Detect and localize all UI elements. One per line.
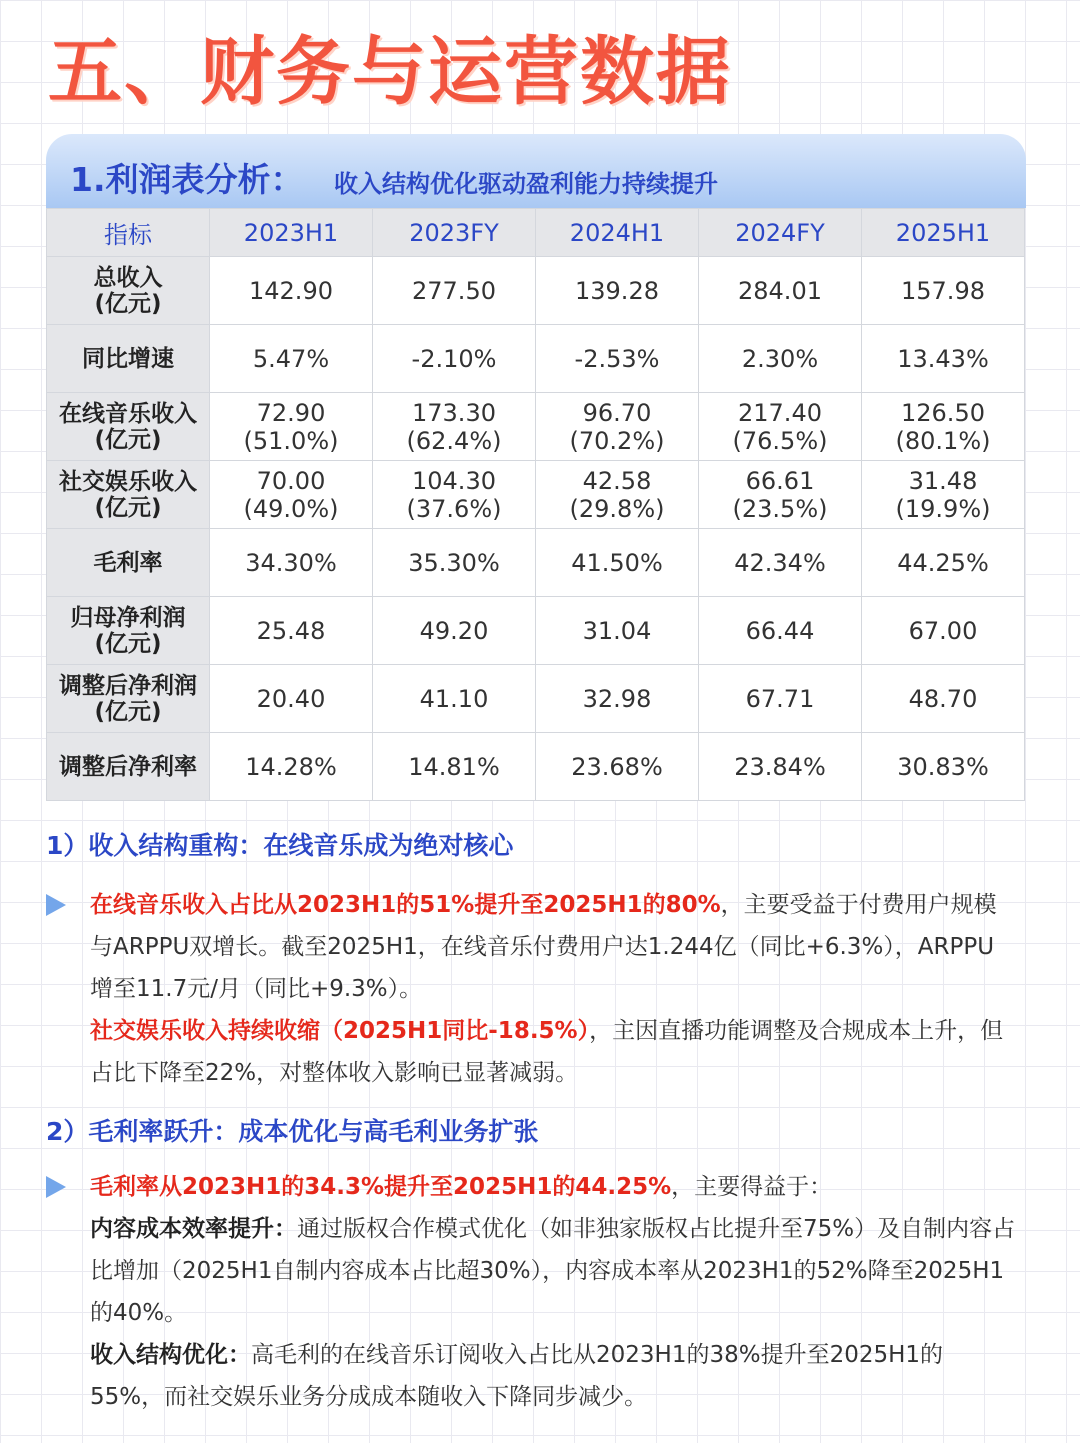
cell-line: (49.0%) bbox=[243, 494, 339, 523]
cell-line: 31.48 bbox=[908, 466, 978, 495]
row-label bbox=[47, 461, 210, 529]
cell-line: 5.47% bbox=[252, 344, 330, 373]
table-cell bbox=[699, 529, 862, 597]
cell-line: 31.04 bbox=[582, 616, 652, 645]
row-label-line: (亿元) bbox=[94, 426, 162, 453]
cell-line: 173.30 bbox=[412, 398, 496, 427]
row-label-line: (亿元) bbox=[94, 698, 162, 725]
table-cell bbox=[699, 393, 862, 461]
point-2-section bbox=[46, 1112, 1016, 1418]
row-label bbox=[47, 597, 210, 665]
table-cell bbox=[699, 257, 862, 325]
triangle-bullet-icon bbox=[46, 1176, 66, 1198]
table-row bbox=[47, 393, 1025, 461]
table-cell bbox=[862, 257, 1025, 325]
cell-line: 67.71 bbox=[745, 684, 815, 713]
cell-line: 14.28% bbox=[245, 752, 337, 781]
table-cell bbox=[210, 733, 373, 801]
point-1-text-1: ，主要受益于付费用户规模与ARPPU双增长。截至2025H1，在线音乐付费用户达1.244亿（同比+6.3%），ARPPU增至11.7元/月（同比+9.3%）。 bbox=[90, 892, 997, 1002]
table-cell bbox=[373, 665, 536, 733]
cell-line: 13.43% bbox=[897, 344, 989, 373]
cell-line: 70.00 bbox=[256, 466, 326, 495]
row-label bbox=[47, 325, 210, 393]
table-cell bbox=[373, 733, 536, 801]
point-1-section bbox=[46, 826, 1016, 1094]
point-2-text-2: 通过版权合作模式优化（如非独家版权占比提升至75%）及自制内容占比增加（2025H1自制内容成本占比超30%），内容成本率从2023H1的52%降至2025H1的40%。 bbox=[90, 1216, 1016, 1326]
table-cell bbox=[210, 461, 373, 529]
table-row bbox=[47, 529, 1025, 597]
cell-line: 23.68% bbox=[571, 752, 663, 781]
row-label bbox=[47, 257, 210, 325]
table-row bbox=[47, 733, 1025, 801]
table-cell bbox=[536, 325, 699, 393]
cell-line: 41.10 bbox=[419, 684, 489, 713]
point-1-highlight-2: 社交娱乐收入持续收缩（2025H1同比-18.5%） bbox=[90, 1018, 590, 1044]
triangle-bullet-icon bbox=[46, 894, 66, 916]
cell-line: -2.53% bbox=[574, 344, 660, 373]
table-cell bbox=[373, 393, 536, 461]
row-label-line: (亿元) bbox=[94, 630, 162, 657]
row-label-line: 调整后净利润 bbox=[59, 672, 197, 699]
table-cell bbox=[699, 461, 862, 529]
table-cell bbox=[862, 733, 1025, 801]
point-2-bold-2: 内容成本效率提升： bbox=[90, 1216, 297, 1242]
cell-line: (80.1%) bbox=[895, 426, 991, 455]
table-cell bbox=[536, 393, 699, 461]
page-title: 五、财务与运营数据 bbox=[48, 29, 732, 115]
income-statement-table bbox=[46, 208, 1025, 801]
table-cell bbox=[210, 257, 373, 325]
cell-line: 126.50 bbox=[901, 398, 985, 427]
row-label-line: 毛利率 bbox=[93, 549, 163, 576]
cell-line: (51.0%) bbox=[243, 426, 339, 455]
cell-line: 30.83% bbox=[897, 752, 989, 781]
table-cell bbox=[210, 393, 373, 461]
table-cell bbox=[536, 461, 699, 529]
table-cell bbox=[210, 529, 373, 597]
row-label bbox=[47, 393, 210, 461]
table-row bbox=[47, 665, 1025, 733]
point-2-heading: 2）毛利率跃升：成本优化与高毛利业务扩张 bbox=[46, 1117, 539, 1146]
point-2-bold-3: 收入结构优化： bbox=[90, 1342, 251, 1368]
section-header bbox=[46, 134, 1026, 208]
section-title: 1.利润表分析： bbox=[70, 160, 304, 199]
point-2-paragraph-1 bbox=[46, 1166, 1016, 1208]
point-2-text-1: ，主要得益于： bbox=[671, 1174, 833, 1200]
row-label bbox=[47, 529, 210, 597]
header-2023h1: 2023H1 bbox=[210, 209, 373, 257]
table-row bbox=[47, 257, 1025, 325]
table-cell bbox=[373, 597, 536, 665]
cell-line: (29.8%) bbox=[569, 494, 665, 523]
point-1-highlight-1: 在线音乐收入占比从2023H1的51%提升至2025H1的80% bbox=[90, 892, 721, 918]
row-label-line: 同比增速 bbox=[82, 345, 174, 372]
table-cell bbox=[373, 461, 536, 529]
cell-line: 42.58 bbox=[582, 466, 652, 495]
point-1-paragraph-1 bbox=[46, 884, 1016, 1010]
table-cell bbox=[699, 325, 862, 393]
cell-line: 49.20 bbox=[419, 616, 489, 645]
cell-line: 66.61 bbox=[745, 466, 815, 495]
cell-line: 96.70 bbox=[582, 398, 652, 427]
table-cell bbox=[862, 393, 1025, 461]
point-2-highlight-1: 毛利率从2023H1的34.3%提升至2025H1的44.25% bbox=[90, 1174, 672, 1200]
cell-line: 217.40 bbox=[738, 398, 822, 427]
cell-line: 42.34% bbox=[734, 548, 826, 577]
cell-line: (70.2%) bbox=[569, 426, 665, 455]
header-2024fy: 2024FY bbox=[699, 209, 862, 257]
row-label bbox=[47, 665, 210, 733]
table-cell bbox=[210, 597, 373, 665]
row-label-line: 调整后净利率 bbox=[59, 753, 197, 780]
cell-line: (37.6%) bbox=[406, 494, 502, 523]
table-cell bbox=[862, 325, 1025, 393]
cell-line: 67.00 bbox=[908, 616, 978, 645]
row-label-line: 社交娱乐收入 bbox=[59, 468, 197, 495]
table-row bbox=[47, 597, 1025, 665]
table-row bbox=[47, 461, 1025, 529]
table-cell bbox=[862, 665, 1025, 733]
cell-line: 142.90 bbox=[249, 276, 333, 305]
table-cell bbox=[536, 665, 699, 733]
point-1-heading: 1）收入结构重构：在线音乐成为绝对核心 bbox=[46, 831, 514, 860]
table-cell bbox=[536, 257, 699, 325]
cell-line: 25.48 bbox=[256, 616, 326, 645]
cell-line: 23.84% bbox=[734, 752, 826, 781]
table-cell bbox=[536, 597, 699, 665]
table-cell bbox=[862, 529, 1025, 597]
header-2024h1: 2024H1 bbox=[536, 209, 699, 257]
table-cell bbox=[862, 597, 1025, 665]
cell-line: 48.70 bbox=[908, 684, 978, 713]
cell-line: 14.81% bbox=[408, 752, 500, 781]
table-cell bbox=[862, 461, 1025, 529]
table-cell bbox=[536, 529, 699, 597]
table-cell bbox=[210, 325, 373, 393]
header-indicator: 指标 bbox=[47, 209, 210, 257]
cell-line: 277.50 bbox=[412, 276, 496, 305]
cell-line: (19.9%) bbox=[895, 494, 991, 523]
table-cell bbox=[536, 733, 699, 801]
cell-line: (76.5%) bbox=[732, 426, 828, 455]
point-2-paragraph-2 bbox=[46, 1208, 1016, 1334]
cell-line: 139.28 bbox=[575, 276, 659, 305]
cell-line: 72.90 bbox=[256, 398, 326, 427]
cell-line: 20.40 bbox=[256, 684, 326, 713]
row-label-line: (亿元) bbox=[94, 290, 162, 317]
header-2023fy: 2023FY bbox=[373, 209, 536, 257]
table-cell bbox=[699, 597, 862, 665]
table-row bbox=[47, 325, 1025, 393]
cell-line: 2.30% bbox=[741, 344, 819, 373]
cell-line: (23.5%) bbox=[732, 494, 828, 523]
cell-line: 104.30 bbox=[412, 466, 496, 495]
cell-line: 34.30% bbox=[245, 548, 337, 577]
cell-line: 41.50% bbox=[571, 548, 663, 577]
row-label-line: 归母净利润 bbox=[70, 604, 186, 631]
cell-line: -2.10% bbox=[411, 344, 497, 373]
cell-line: 66.44 bbox=[745, 616, 815, 645]
header-2025h1: 2025H1 bbox=[862, 209, 1025, 257]
row-label-line: 在线音乐收入 bbox=[59, 400, 197, 427]
cell-line: (62.4%) bbox=[406, 426, 502, 455]
table-cell bbox=[210, 665, 373, 733]
cell-line: 35.30% bbox=[408, 548, 500, 577]
cell-line: 32.98 bbox=[582, 684, 652, 713]
row-label-line: 总收入 bbox=[93, 264, 163, 291]
cell-line: 284.01 bbox=[738, 276, 822, 305]
table-cell bbox=[373, 257, 536, 325]
cell-line: 157.98 bbox=[901, 276, 985, 305]
table-cell bbox=[373, 325, 536, 393]
table-cell bbox=[699, 665, 862, 733]
point-2-paragraph-3 bbox=[46, 1334, 1016, 1418]
section-subtitle: 收入结构优化驱动盈利能力持续提升 bbox=[334, 170, 718, 198]
point-1-paragraph-2 bbox=[46, 1010, 1016, 1094]
point-1-text-2: ，主因直播功能调整及合规成本上升，但占比下降至22%，对整体收入影响已显著减弱。 bbox=[90, 1018, 1004, 1086]
table-cell bbox=[373, 529, 536, 597]
point-2-text-3: 高毛利的在线音乐订阅收入占比从2023H1的38%提升至2025H1的55%，而社交娱乐业务分成成本随收入下降同步减少。 bbox=[90, 1342, 944, 1410]
row-label bbox=[47, 733, 210, 801]
table-cell bbox=[699, 733, 862, 801]
table-header-row bbox=[47, 209, 1025, 257]
row-label-line: (亿元) bbox=[94, 494, 162, 521]
cell-line: 44.25% bbox=[897, 548, 989, 577]
